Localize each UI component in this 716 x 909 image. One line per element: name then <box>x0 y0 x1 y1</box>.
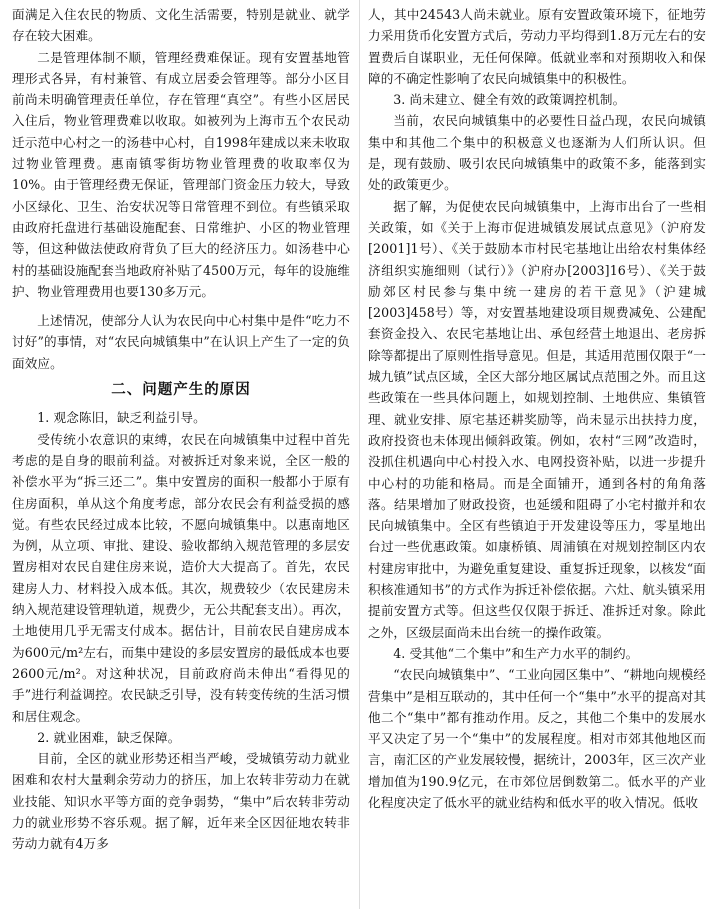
left-column <box>12 4 350 855</box>
subheading: 3. 尚未建立、健全有效的政策调控机制。 <box>393 92 626 108</box>
paragraph: 受传统小农意识的束缚，农民在向城镇集中过程中首先考虑的是自身的眼前利益。对被拆迁对象来说，全区一般的补偿水平为“拆三还二”。集中安置房的面积一般都小于原有住房面积，单从这个角度考虑，部分农民会有利益受损的感觉。有些农民经过成本比较，不愿向城镇集中。以惠南地区为例，从立项、审批、建设、验收都纳入规范管理的多层安置房相对农民自建住房来说，造价大大提高了。首先，农民建房人力、材料投入成本低。其次，规费较少（农民建房未纳入规范建设管理轨道，规费少，无公共配套支出）。再次，土地使用几乎无需支付成本。据估计，目前农民自建房成本为600元/m²左右，而集中建设的多层安置房的最低成本也要2600元/m²。对这种状况，目前政府尚未伸出“看得见的手”进行利益调控。农民缺乏引导，没有转变传统的生活习惯和居住观念。 <box>12 431 350 724</box>
subheading: 1. 观念陈旧，缺乏利益引导。 <box>37 410 206 426</box>
paragraph: 面满足入住农民的物质、文化生活需要，特别是就业、就学存在较大困难。 <box>12 7 350 44</box>
paragraph: 人，其中24543人尚未就业。原有安置政策环境下，征地劳力采用货币化安置方式后，劳动力平均得到1.8万元左右的安置费后自谋职业，无任何保障。低就业率和对预期收入和保障的不确定性影响了农民向城镇集中的积极性。 <box>368 7 706 86</box>
paragraph: 上述情况，使部分人认为农民向中心村集中是件“吃力不讨好”的事情，对“农民向城镇集中”在认识上产生了一定的负面效应。 <box>12 313 350 371</box>
subheading: 4. 受其他“二个集中”和生产力水平的制约。 <box>393 645 639 661</box>
paragraph: “农民向城镇集中”、“工业向园区集中”、“耕地向规模经营集中”是相互联动的，其中任何一个“集中”水平的提高对其他二个“集中”都有推动作用。反之，其他二个集中的发展水平又决定了另一个“集中”的发展程度。相对市郊其他地区而言，南汇区的产业发展较慢，据统计，2003年，区三次产业增加值为190.9亿元，在市郊位居倒数第二。低水平的产业化程度决定了低水平的就业结构和低水平的收入情况。低收 <box>368 667 706 810</box>
right-column <box>368 4 706 813</box>
paragraph: 据了解，为促使农民向城镇集中，上海市出台了一些相关政策，如《关于上海市促进城镇发展试点意见》（沪府发[2001]1号）、《关于鼓励本市村民宅基地让出给农村集体经济组织实施细则（试行）》（沪府办[2003]16号）、《关于鼓励郊区村民参与集中统一建房的若干意见》（沪建城[2003]458号）等，对安置基地建设项目规费减免、公建配套资金投入、农民宅基地让出、承包经营土地退出、老房拆除等都提出了原则性指导意见。但是，其适用范围仅限于“一城九镇”试点区域，全区大部分地区属试点范围之外。而且这些政策在一些具体问题上，如规划控制、土地供应、集镇管理、就业安排、原宅基还耕奖励等，尚未显示出扶持力度，政府投资也未体现出倾斜政策。例如，农村“三网”改造时，没抓住机遇向中心村投入水、电网投资补贴，以进一步提升中心村的功能和格局。而是全面铺开，通到各村的角角落落。结果增加了财政投资，也延缓和阻碍了小宅村撤并和农民向城镇集中。全区有些镇迫于开发建设等压力，零星地出台过一些优惠政策。如康桥镇、周浦镇在对规划控制区内农村建房审批中，为避免重复建设、重复拆迁现象，以核发“面积核准通知书”的方式作为拆迁补偿依据。六灶、航头镇采用提前安置方式等。但这些仅仅限于拆迁、准拆迁对象。除此之外，区级层面尚未出台统一的操作政策。 <box>368 198 706 640</box>
column-divider <box>359 0 360 909</box>
paragraph: 二是管理体制不顺，管理经费难保证。现有安置基地管理形式各异，有村兼管、有成立居委会管理等。部分小区目前尚未明确管理责任单位，存在管理“真空”。有些小区居民入住后，物业管理费难以收取。如被列为上海市五个农民动迁示范中心村之一的汤巷中心村，自1998年建成以来未收取过物业管理费。惠南镇零街坊物业管理费的收取率仅为10%。由于管理经费无保证，管理部门资金压力较大，导致小区绿化、卫生、治安状况等日常管理不到位。有些镇采取由政府托盘进行基础设施配套、日常维护、小区的物业管理等，但这种做法使政府背负了巨大的经济压力。如汤巷中心村的基础设施配套当地政府补贴了4500万元，每年的设施维护、物业管理费用也要130多万元。 <box>12 49 350 299</box>
paragraph: 目前，全区的就业形势还相当严峻，受城镇劳动力就业困难和农村大量剩余劳动力的挤压，加上农转非劳动力在就业技能、知识水平等方面的竞争弱势，“集中”后农转非劳动力的就业形势不容乐观。据了解，近年来全区因征地农转非劳动力就有4万多 <box>12 751 350 852</box>
paragraph: 当前，农民向城镇集中的必要性日益凸现，农民向城镇集中和其他二个集中的积极意义也逐渐为人们所认识。但是，现有鼓励、吸引农民向城镇集中的政策不多，能落到实处的政策更少。 <box>368 113 706 193</box>
subheading: 2. 就业困难，缺乏保障。 <box>37 729 181 745</box>
section-heading: 二、问题产生的原因 <box>111 382 251 399</box>
